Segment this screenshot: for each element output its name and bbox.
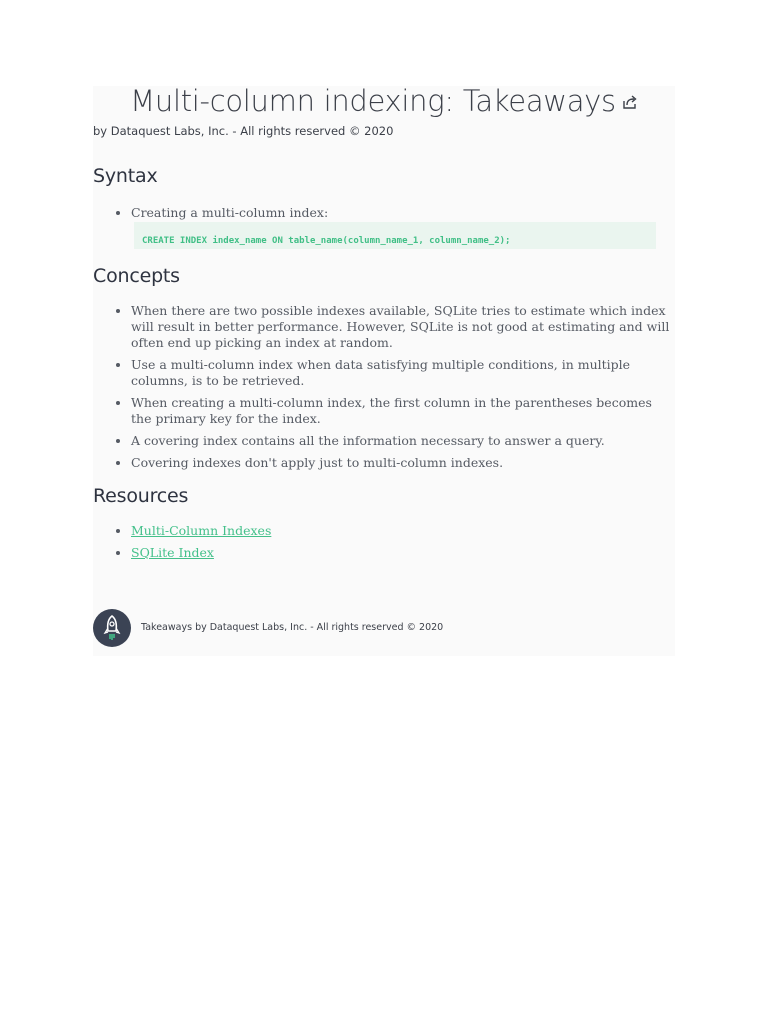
page-title: Multi-column indexing: Takeaways	[130, 84, 616, 118]
resources-list	[115, 523, 676, 567]
list-item: • Covering indexes don't apply just to multi-column indexes.	[131, 455, 676, 471]
code-text: CREATE INDEX index_name ON table_name(column_name_1, column_name_2);	[142, 236, 511, 246]
list-item: • When creating a multi-column index, the first column in the parentheses becomes the primary key for the index.	[131, 395, 676, 427]
list-item: • A covering index contains all the information necessary to answer a query.	[131, 433, 676, 449]
footer-text: Takeaways by Dataquest Labs, Inc. - All rights reserved © 2020	[141, 622, 444, 633]
list-item: • Use a multi-column index when data satisfying multiple conditions, in multiple columns, is to be retrieved.	[131, 357, 676, 389]
title-row	[93, 84, 675, 118]
byline: by Dataquest Labs, Inc. - All rights reserved © 2020	[93, 124, 394, 138]
concepts-heading: Concepts	[93, 265, 180, 287]
rocket-logo-icon	[93, 609, 131, 647]
list-item: • Creating a multi-column index:	[131, 205, 676, 221]
syntax-heading: Syntax	[93, 165, 158, 187]
share-icon[interactable]	[622, 94, 638, 110]
code-block	[134, 222, 656, 249]
resource-item	[131, 545, 676, 561]
resource-item	[131, 523, 676, 539]
resources-heading: Resources	[93, 485, 189, 507]
list-item: • When there are two possible indexes available, SQLite tries to estimate which index will result in better performance. However, SQLite is not good at estimating and will often end up picking an index at random.	[131, 303, 676, 351]
concepts-list	[115, 303, 676, 477]
link-multi-column-indexes[interactable]: Multi-Column Indexes	[131, 523, 272, 538]
link-sqlite-index[interactable]: SQLite Index	[131, 545, 214, 560]
